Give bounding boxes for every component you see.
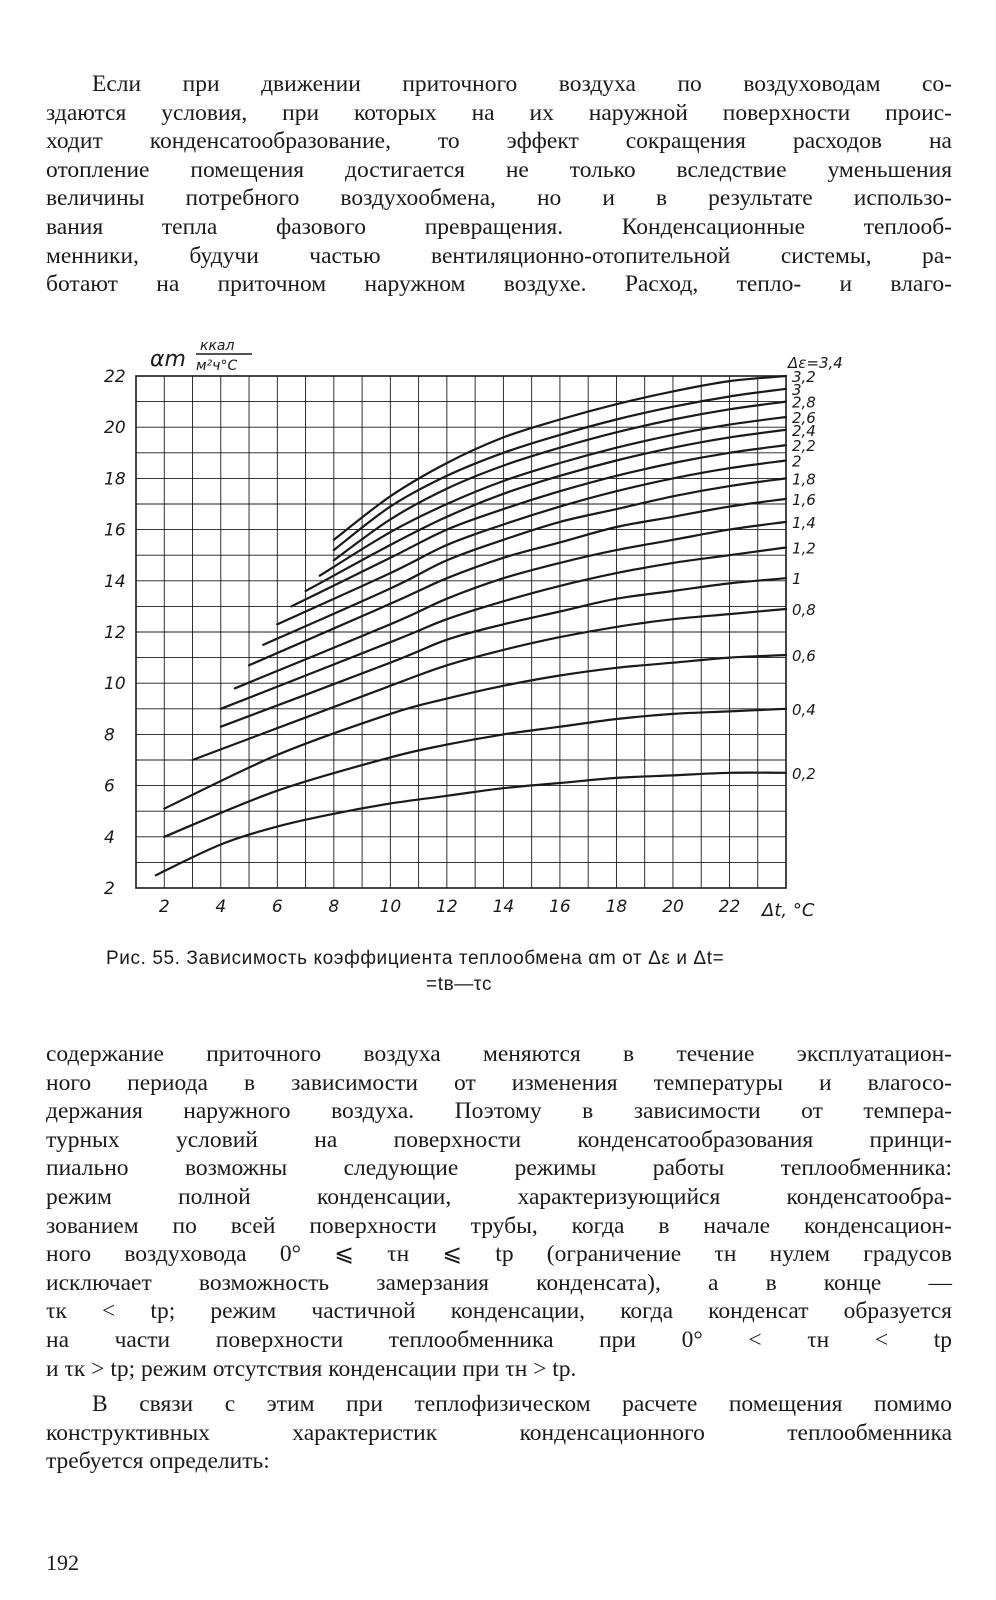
- text-line: τк < tр; режим частичной конденсации, когда конденсат образуется: [46, 1298, 952, 1325]
- series-label: 0,8: [792, 600, 816, 619]
- bottom-paragraph: [46, 1040, 952, 1383]
- top-paragraph: [46, 70, 952, 299]
- final-paragraph: [46, 1390, 952, 1476]
- figure-caption: [106, 946, 896, 998]
- x-tick-label: 4: [215, 897, 227, 917]
- y-tick-label: 22: [104, 367, 126, 387]
- text-line: конструктивных характеристик конденсационного теплообменника: [46, 1419, 952, 1446]
- text-line: на части поверхности теплообменника при 0° < τн < tр: [46, 1326, 952, 1353]
- text-line: ходит конденсатообразование, то эффект сокращения расходов на: [46, 128, 952, 155]
- x-tick-label: 22: [718, 897, 741, 917]
- text-line: содержание приточного воздуха меняются в течение эксплуатацион-: [46, 1041, 952, 1067]
- series-label: 0,6: [792, 647, 816, 666]
- series-label: 2,6: [792, 408, 816, 427]
- series-label: 2,4: [792, 421, 816, 440]
- caption-line-1: Рис. 55. Зависимость коэффициента теплообмена αm от Δε и Δt=: [106, 948, 725, 969]
- text-line: ботают на приточном наружном воздухе. Расход, тепло- и влаго-: [46, 271, 952, 298]
- page-number: 192: [46, 1550, 79, 1575]
- x-tick-label: 6: [271, 897, 283, 917]
- series-label: 1: [792, 570, 802, 589]
- y-tick-label: 8: [104, 725, 115, 746]
- series-header: Δε=3,4: [788, 354, 843, 372]
- text-line: ного воздуховода 0° ⩽ τн ⩽ tр (ограничение τн нулем градусов: [46, 1241, 952, 1268]
- x-tick-label: 12: [436, 897, 458, 917]
- series-label: 1,6: [792, 490, 816, 509]
- y-axis-units-top: ккал: [200, 338, 235, 354]
- chart-curves: [156, 376, 786, 875]
- y-tick-label: 4: [104, 827, 115, 848]
- text-line: отопление помещения достигается не только вследствие уменьшения: [46, 156, 952, 183]
- text-line: ного периода в зависимости от изменения температуры и влагосо-: [46, 1069, 952, 1096]
- y-tick-label: 10: [104, 674, 126, 695]
- y-tick-label: 12: [104, 623, 126, 643]
- text-line: Если при движении приточного воздуха по воздуховодам со-: [92, 71, 952, 97]
- series-line: [156, 773, 786, 876]
- x-tick-label: 16: [549, 897, 571, 917]
- series-label: 3,2: [792, 368, 816, 386]
- text-line: держания наружного воздуха. Поэтому в зависимости от темпера-: [46, 1098, 952, 1125]
- chart-labels: [104, 367, 816, 917]
- series-label: 0,2: [792, 764, 816, 783]
- series-label: 0,4: [792, 700, 816, 719]
- series-line: [249, 499, 786, 665]
- series-label: 1,4: [792, 513, 816, 532]
- text-line: вания тепла фазового превращения. Конденсационные теплооб-: [46, 213, 952, 240]
- text-line: пиально возможны следующие режимы работы теплообменника:: [46, 1155, 952, 1182]
- text-line: менники, будучи частью вентиляционно-отопительной системы, ра-: [46, 242, 952, 269]
- series-label: 2,8: [792, 393, 816, 412]
- text-line: зованием по всей поверхности трубы, когда в начале конденсацион-: [46, 1212, 952, 1239]
- x-tick-label: 18: [605, 897, 628, 917]
- text-line: турных условий на поверхности конденсатообразования принци-: [46, 1126, 952, 1153]
- x-axis-label: Δt, °C: [762, 900, 815, 921]
- series-label: 2: [792, 452, 802, 471]
- series-label: 1,2: [792, 539, 816, 558]
- y-tick-label: 20: [104, 418, 126, 439]
- caption-line-2: =tв—τс: [426, 974, 493, 995]
- y-tick-label: 18: [104, 469, 126, 490]
- y-axis-symbol: αm: [150, 347, 186, 372]
- x-tick-label: 8: [328, 897, 340, 917]
- y-axis-units-bottom: м²ч°C: [196, 358, 238, 374]
- y-tick-label: 14: [104, 571, 126, 592]
- series-label: 1,8: [792, 470, 816, 489]
- text-line: исключает возможность замерзания конденсата), а в конце —: [46, 1269, 952, 1296]
- series-label: 2,2: [792, 437, 816, 456]
- y-tick-label: 6: [104, 776, 115, 797]
- series-label: 3: [792, 380, 802, 399]
- x-tick-label: 20: [662, 897, 684, 917]
- text-line: режим полной конденсации, характеризующийся конденсатообра-: [46, 1183, 952, 1210]
- text-line: величины потребного воздухообмена, но и в результате использо-: [46, 185, 952, 212]
- text-line: и τк > tр; режим отсутствия конденсации при τн > tр.: [46, 1355, 577, 1382]
- heat-transfer-chart: [96, 336, 896, 936]
- chart-grid: [136, 376, 786, 888]
- text-line: здаются условия, при которых на их наружной поверхности проис-: [46, 99, 952, 126]
- y-tick-label: 16: [104, 520, 126, 541]
- text-line: требуется определить:: [46, 1448, 270, 1475]
- y-tick-label: 2: [104, 879, 115, 899]
- x-tick-label: 10: [379, 897, 402, 917]
- x-tick-label: 14: [492, 897, 515, 917]
- text-line: В связи с этим при теплофизическом расчете помещения помимо: [92, 1391, 952, 1417]
- x-tick-label: 2: [158, 897, 170, 917]
